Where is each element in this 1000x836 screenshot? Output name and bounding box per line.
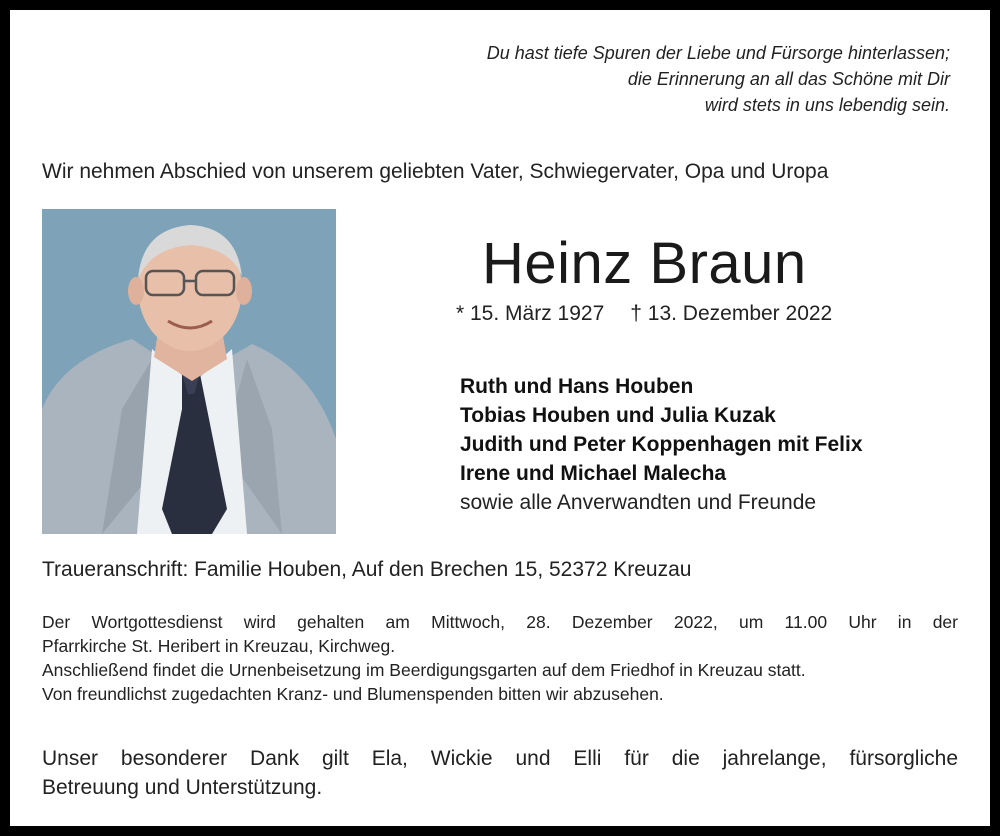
- birth-date: * 15. März 1927: [456, 302, 605, 325]
- quote-line: wird stets in uns lebendig sein.: [704, 95, 950, 115]
- mourners-list: [460, 372, 863, 517]
- thanks-line: Unser besonderer Dank gilt Ela, Wickie und Elli für die jahrelange, fürsorgliche: [42, 747, 958, 770]
- deceased-name: Heinz Braun: [482, 231, 807, 296]
- intro-text: Wir nehmen Abschied von unserem geliebten Vater, Schwiegervater, Opa und Uropa: [42, 160, 829, 183]
- mourner-family: Tobias Houben und Julia Kuzak: [460, 404, 776, 427]
- portrait-illustration: [42, 209, 336, 534]
- service-details: [42, 610, 958, 706]
- mourner-family: Irene und Michael Malecha: [460, 462, 727, 485]
- thanks-line: Betreuung und Unterstützung.: [42, 776, 323, 799]
- quote-line: die Erinnerung an all das Schöne mit Dir: [627, 69, 950, 89]
- service-line: Von freundlichst zugedachten Kranz- und Blumenspenden bitten wir abzusehen.: [42, 684, 664, 704]
- obituary-card: [10, 10, 990, 826]
- quote-line: Du hast tiefe Spuren der Liebe und Fürsorge hinterlassen;: [486, 43, 950, 63]
- service-line: Pfarrkirche St. Heribert in Kreuzau, Kirchweg.: [42, 636, 396, 656]
- mourner-others: sowie alle Anverwandten und Freunde: [460, 491, 817, 514]
- mourner-family: Judith und Peter Koppenhagen mit Felix: [460, 433, 863, 456]
- life-dates: [456, 302, 832, 326]
- mourner-family: Ruth und Hans Houben: [460, 375, 694, 398]
- service-line: Anschließend findet die Urnenbeisetzung im Beerdigungsgarten auf dem Friedhof in Kreuzau statt.: [42, 660, 806, 680]
- memorial-quote: [487, 40, 950, 118]
- death-date: † 13. Dezember 2022: [630, 302, 833, 325]
- mourning-address: Traueranschrift: Familie Houben, Auf den Brechen 15, 52372 Kreuzau: [42, 558, 692, 581]
- thanks-text: [42, 744, 958, 802]
- service-line: Der Wortgottesdienst wird gehalten am Mittwoch, 28. Dezember 2022, um 11.00 Uhr in der: [42, 612, 958, 632]
- portrait-photo: [42, 209, 336, 534]
